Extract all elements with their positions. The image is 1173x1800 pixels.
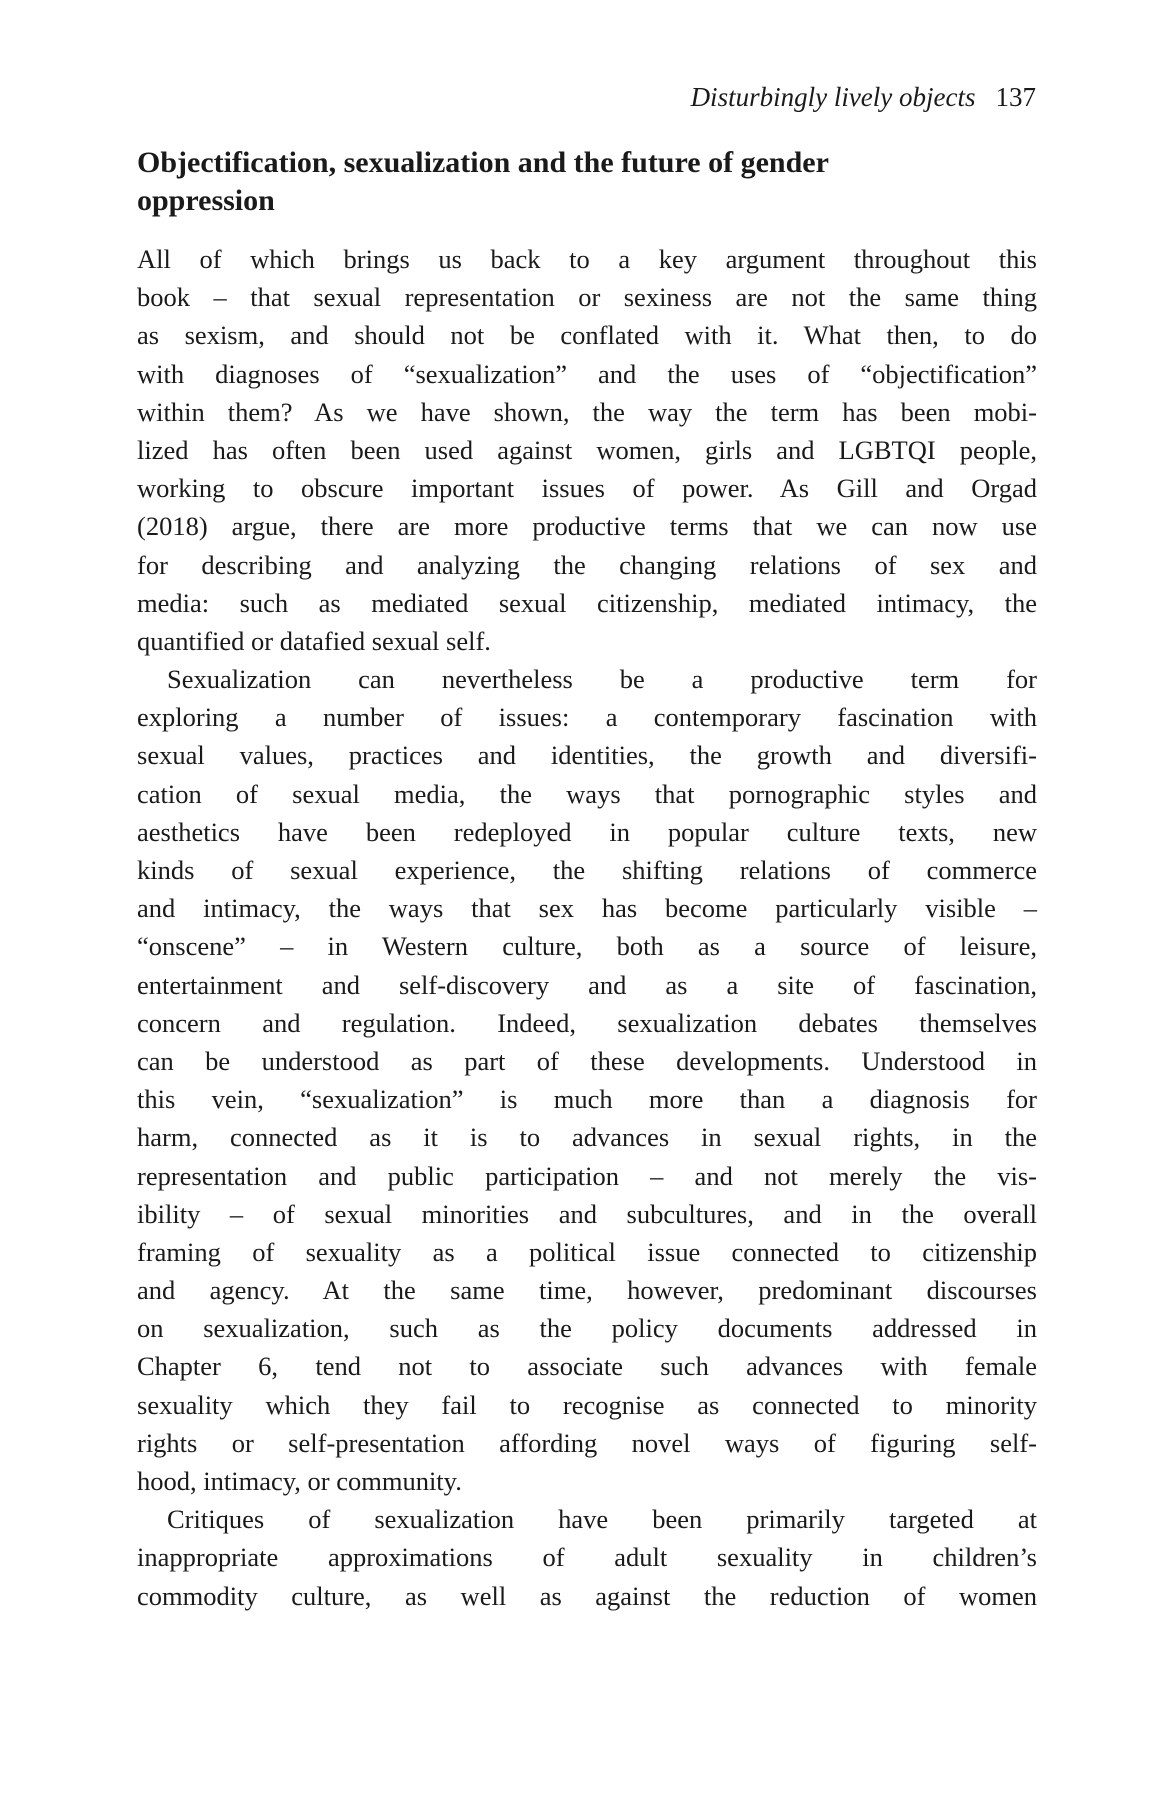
paragraph-start-line: Critiques of sexualization have been primarily targeted at — [167, 1504, 1037, 1535]
body-text — [137, 240, 1037, 1615]
body-line: ibility – of sexual minorities and subcultures, and in the overall — [137, 1198, 1037, 1229]
body-line: and intimacy, the ways that sex has become particularly visible – — [137, 893, 1037, 924]
running-head-title: Disturbingly lively objects — [690, 82, 976, 112]
body-line: All of which brings us back to a key argument throughout this — [137, 244, 1037, 274]
body-line: representation and public participation – and not merely the vis- — [137, 1160, 1037, 1191]
body-line: inappropriate approximations of adult sexuality in children’s — [137, 1542, 1037, 1573]
body-line: exploring a number of issues: a contemporary fascination with — [137, 702, 1037, 733]
body-line: sexuality which they fail to recognise as connected to minority — [137, 1389, 1037, 1420]
paragraph-start-line: Sexualization can nevertheless be a productive term for — [167, 664, 1037, 695]
body-line: aesthetics have been redeployed in popular culture texts, new — [137, 816, 1037, 847]
body-line: entertainment and self-discovery and as a site of fascination, — [137, 969, 1037, 1000]
body-line: rights or self-presentation affording novel ways of figuring self- — [137, 1427, 1037, 1458]
body-line: for describing and analyzing the changing relations of sex and — [137, 549, 1037, 580]
page-number: 137 — [995, 82, 1036, 112]
body-line: cation of sexual media, the ways that pornographic styles and — [137, 778, 1037, 809]
body-line: lized has often been used against women, girls and LGBTQI people, — [137, 434, 1037, 465]
section-heading — [137, 144, 957, 220]
body-line: with diagnoses of “sexualization” and the uses of “objectification” — [137, 358, 1037, 389]
body-line: within them? As we have shown, the way the term has been mobi- — [137, 396, 1037, 427]
body-line: working to obscure important issues of power. As Gill and Orgad — [137, 473, 1037, 504]
body-line: hood, intimacy, or community. — [137, 1466, 462, 1496]
body-line: as sexism, and should not be conflated with it. What then, to do — [137, 320, 1037, 351]
body-line: kinds of sexual experience, the shifting relations of commerce — [137, 855, 1037, 885]
body-line: this vein, “sexualization” is much more than a diagnosis for — [137, 1084, 1037, 1115]
body-line: and agency. At the same time, however, predominant discourses — [137, 1275, 1037, 1306]
body-line: can be understood as part of these developments. Understood in — [137, 1045, 1037, 1076]
heading-line: oppression — [137, 184, 275, 218]
body-line: commodity culture, as well as against the reduction of women — [137, 1580, 1037, 1611]
body-line: media: such as mediated sexual citizenship, mediated intimacy, the — [137, 587, 1037, 618]
body-line: book – that sexual representation or sexiness are not the same thing — [137, 282, 1037, 313]
body-line: harm, connected as it is to advances in sexual rights, in the — [137, 1122, 1037, 1153]
body-line: quantified or datafied sexual self. — [137, 625, 491, 656]
body-line: concern and regulation. Indeed, sexualization debates themselves — [137, 1007, 1037, 1038]
body-line: “onscene” – in Western culture, both as a source of leisure, — [137, 931, 1037, 962]
body-line: on sexualization, such as the policy documents addressed in — [137, 1313, 1037, 1344]
body-line: sexual values, practices and identities, the growth and diversifi- — [137, 740, 1037, 771]
heading-line: Objectification, sexualization and the future of gender — [137, 146, 829, 179]
body-line: (2018) argue, there are more productive terms that we can now use — [137, 511, 1037, 542]
body-line: Chapter 6, tend not to associate such advances with female — [137, 1351, 1037, 1382]
body-line: framing of sexuality as a political issue connected to citizenship — [137, 1236, 1037, 1267]
running-head — [691, 80, 1036, 114]
